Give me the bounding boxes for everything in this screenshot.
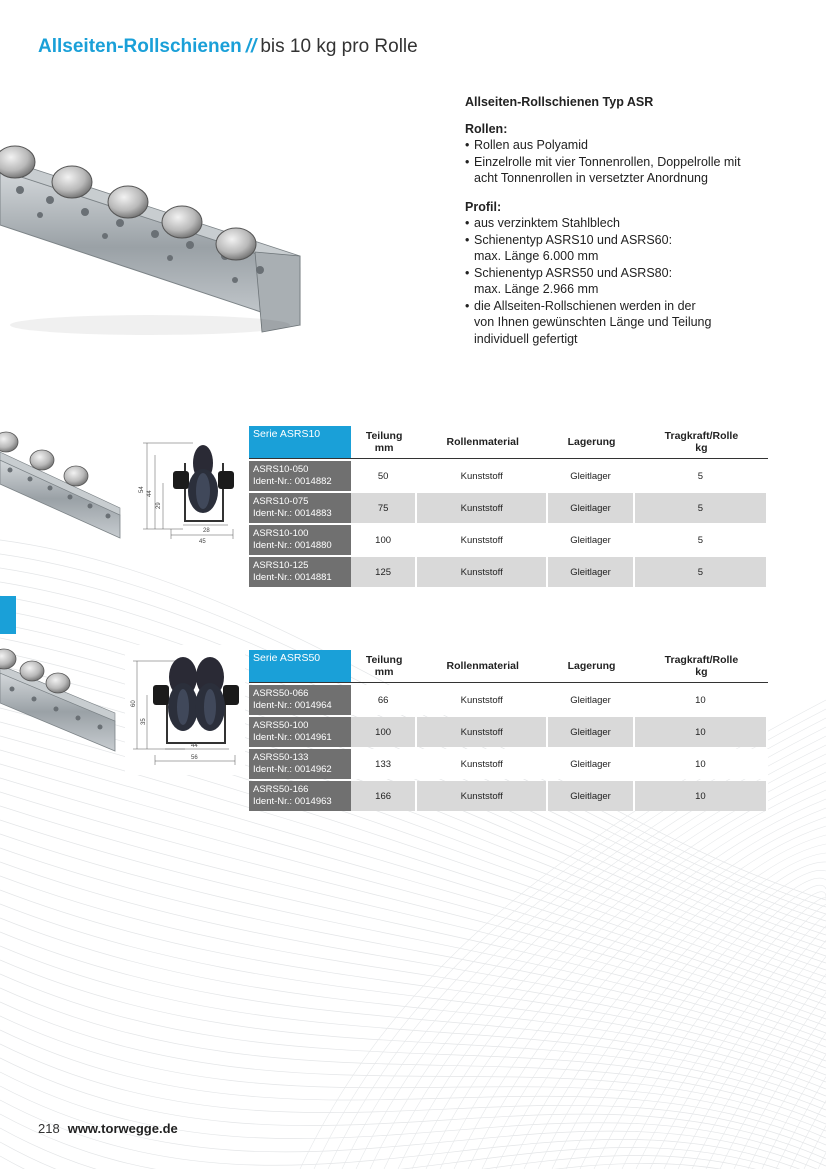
table-body [249, 461, 768, 587]
model-cell [249, 557, 351, 587]
technical-drawing-asrs10 [133, 433, 245, 548]
column-header-tragkraft [635, 650, 768, 683]
background-line [0, 1142, 826, 1169]
model-cell [249, 493, 351, 523]
ident-number: Ident-Nr.: 0014961 [253, 732, 332, 743]
cell-lagerung: Gleitlager [548, 749, 635, 779]
dimension-label: 60 [131, 700, 137, 707]
background-line [468, 808, 826, 1169]
model-cell [249, 685, 351, 715]
list-item: • Schienentyp ASRS50 und ASRS80: max. Länge 2.966 mm [465, 265, 775, 298]
cell-tragkraft: 10 [635, 749, 768, 779]
ident-number: Ident-Nr.: 0014963 [253, 796, 332, 807]
cell-teilung: 125 [351, 557, 417, 587]
header-unit: kg [695, 442, 708, 454]
description-heading: Allseiten-Rollschienen Typ ASR [465, 95, 654, 109]
column-header-rollenmaterial: Rollenmaterial [417, 650, 548, 683]
cell-material: Kunststoff [417, 781, 548, 811]
model-number: ASRS50-166 [253, 784, 309, 795]
table-row [249, 493, 768, 523]
cell-material: Kunststoff [417, 717, 548, 747]
cell-teilung: 100 [351, 525, 417, 555]
description-section-profil [465, 199, 775, 348]
rail-photo-asrs50 [0, 643, 125, 758]
background-line [580, 878, 826, 1169]
list-item: • Einzelrolle mit vier Tonnenrollen, Doppelrolle mit acht Tonnenrollen in versetzter Anordnung [465, 154, 775, 187]
table-header-row [249, 426, 768, 459]
background-line [776, 945, 826, 1169]
background-line [734, 935, 826, 1169]
cell-material: Kunststoff [417, 557, 548, 587]
background-line [0, 1016, 826, 1138]
table-row [249, 461, 768, 491]
table-body [249, 685, 768, 811]
dimension-label: 29 [156, 502, 162, 509]
cell-lagerung: Gleitlager [548, 685, 635, 715]
series-label: Serie ASRS10 [249, 426, 351, 459]
model-number: ASRS50-066 [253, 688, 309, 699]
header-line: Tragkraft/Rolle [664, 654, 739, 666]
model-number: ASRS10-050 [253, 464, 309, 475]
background-line [818, 954, 826, 1169]
model-cell [249, 717, 351, 747]
table-row [249, 557, 768, 587]
section-title: Rollen: [465, 121, 508, 136]
cell-tragkraft: 10 [635, 685, 768, 715]
list-item: • die Allseiten-Rollschienen werden in der von Ihnen gewünschten Länge und Teilung individuell gefertigt [465, 298, 775, 348]
column-header-tragkraft [635, 426, 768, 459]
cell-material: Kunststoff [417, 493, 548, 523]
rail-photo-large [0, 120, 310, 350]
feature-list [465, 215, 775, 347]
background-line [0, 918, 826, 1089]
table-row [249, 781, 768, 811]
cell-tragkraft: 5 [635, 557, 768, 587]
cell-material: Kunststoff [417, 525, 548, 555]
cell-material: Kunststoff [417, 461, 548, 491]
spec-table-asrs50 [249, 648, 768, 813]
model-cell [249, 525, 351, 555]
list-item: • aus verzinktem Stahlblech [465, 215, 775, 232]
background-line [0, 848, 826, 1054]
rail-photo-asrs10 [0, 420, 125, 545]
background-line [0, 974, 826, 1117]
section-title: Profil: [465, 199, 502, 214]
dimension-label: 44 [191, 743, 198, 749]
dimension-label: 28 [203, 528, 210, 534]
ident-number: Ident-Nr.: 0014881 [253, 572, 332, 583]
column-header-lagerung: Lagerung [548, 650, 635, 683]
section-marker [0, 596, 16, 634]
title-main: Allseiten-Rollschienen [38, 36, 242, 57]
header-unit: mm [374, 442, 394, 454]
column-header-lagerung: Lagerung [548, 426, 635, 459]
series-label: Serie ASRS50 [249, 650, 351, 683]
dimension-label: 35 [141, 718, 147, 725]
cell-teilung: 100 [351, 717, 417, 747]
list-item: • Rollen aus Polyamid [465, 137, 775, 154]
page-footer [38, 1121, 178, 1136]
background-line [0, 876, 826, 1068]
dimension-label: 54 [139, 486, 145, 493]
header-unit: kg [695, 666, 708, 678]
model-number: ASRS10-125 [253, 560, 309, 571]
cell-tragkraft: 5 [635, 525, 768, 555]
model-number: ASRS10-075 [253, 496, 309, 507]
table-header-row [249, 650, 768, 683]
cell-tragkraft: 10 [635, 781, 768, 811]
title-separator: // [245, 36, 257, 57]
table-row [249, 525, 768, 555]
cell-teilung: 166 [351, 781, 417, 811]
ident-number: Ident-Nr.: 0014962 [253, 764, 332, 775]
background-line [0, 834, 826, 1047]
cell-teilung: 75 [351, 493, 417, 523]
cell-lagerung: Gleitlager [548, 461, 635, 491]
table-row [249, 749, 768, 779]
cell-tragkraft: 5 [635, 461, 768, 491]
model-number: ASRS50-133 [253, 752, 309, 763]
cell-teilung: 50 [351, 461, 417, 491]
list-item: • Schienentyp ASRS10 und ASRS60: max. Länge 6.000 mm [465, 232, 775, 265]
dimension-label: 45 [199, 539, 206, 545]
cell-material: Kunststoff [417, 685, 548, 715]
feature-list [465, 137, 775, 187]
background-line [412, 772, 826, 1169]
ident-number: Ident-Nr.: 0014883 [253, 508, 332, 519]
header-line: Teilung [365, 654, 403, 666]
background-line [0, 1002, 826, 1131]
ident-number: Ident-Nr.: 0014880 [253, 540, 332, 551]
cell-teilung: 66 [351, 685, 417, 715]
cell-lagerung: Gleitlager [548, 781, 635, 811]
dimension-label: 44 [147, 490, 153, 497]
ident-number: Ident-Nr.: 0014964 [253, 700, 332, 711]
cell-teilung: 133 [351, 749, 417, 779]
background-line [0, 890, 826, 1075]
model-number: ASRS50-100 [253, 720, 309, 731]
table-row [249, 717, 768, 747]
page-number: 218 [38, 1121, 60, 1136]
website-link[interactable]: www.torwegge.de [67, 1121, 178, 1136]
table-row [249, 685, 768, 715]
model-cell [249, 461, 351, 491]
ident-number: Ident-Nr.: 0014882 [253, 476, 332, 487]
page-title [38, 36, 418, 58]
cell-tragkraft: 10 [635, 717, 768, 747]
cell-material: Kunststoff [417, 749, 548, 779]
dimension-label: 56 [191, 755, 198, 761]
cell-lagerung: Gleitlager [548, 557, 635, 587]
background-line [0, 988, 826, 1124]
background-line [664, 914, 826, 1169]
product-description [465, 94, 775, 359]
column-header-teilung [351, 650, 417, 683]
model-cell [249, 749, 351, 779]
cell-tragkraft: 5 [635, 493, 768, 523]
cell-lagerung: Gleitlager [548, 717, 635, 747]
background-line [0, 904, 826, 1082]
column-header-teilung [351, 426, 417, 459]
spec-table-asrs10 [249, 424, 768, 589]
header-unit: mm [374, 666, 394, 678]
cell-lagerung: Gleitlager [548, 493, 635, 523]
description-section-rollen [465, 121, 775, 187]
model-number: ASRS10-100 [253, 528, 309, 539]
cell-lagerung: Gleitlager [548, 525, 635, 555]
header-line: Teilung [365, 430, 403, 442]
model-cell [249, 781, 351, 811]
background-line [482, 817, 826, 1169]
title-subtitle: bis 10 kg pro Rolle [260, 36, 418, 57]
header-line: Tragkraft/Rolle [664, 430, 739, 442]
column-header-rollenmaterial: Rollenmaterial [417, 426, 548, 459]
background-line [678, 918, 826, 1169]
technical-drawing-asrs50 [125, 645, 245, 775]
